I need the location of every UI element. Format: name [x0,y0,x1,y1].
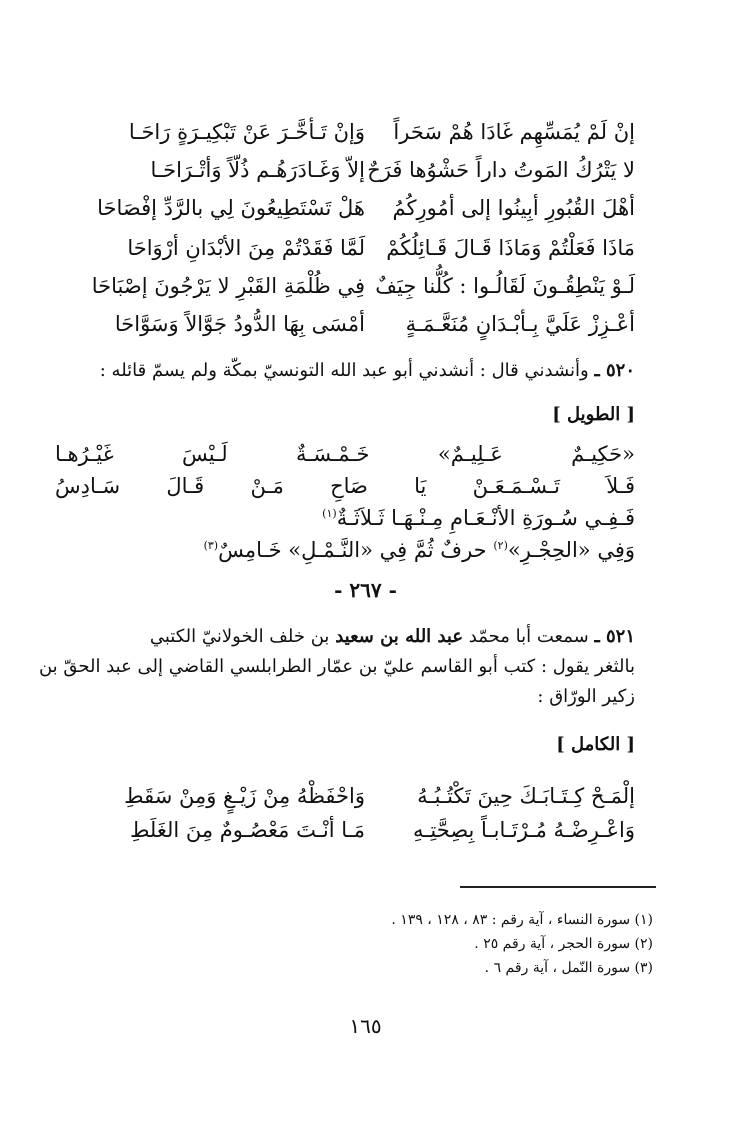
verse-hemistich-right: لا يَتْرُكُ المَوتُ داراً حَشْوُها فَرَحٌ [367,158,635,182]
entry-text: سمعت أبا محمّد [468,626,589,647]
entry-text: وأنشدني قال : أنشدني أبو عبد الله التونسيّ بمكّة ولم يسمّ قائله : [99,360,589,381]
footnote-ref: (١) [322,507,337,520]
verse-hemistich-left: أمْسَى بِهَا الدُّودُ جَوَّالاً وَسَوَّاحَا [114,312,365,336]
verse-line [135,506,635,530]
entry-name: عبد الله بن سعيد [335,626,464,647]
verse-line: فَـلاَ تَـسْـمَـعَـنْ يَا صَاحِ مَـنْ قَـالَ سَـادِسُ [55,474,635,498]
verse-line: «حَكِيـمٌ عَـلِيـمٌ» خَـمْـسَـةٌ لَـيْسَ غَيْـرُهـا [55,442,635,466]
verse-hemistich-left: وَاحْفَظْهُ مِنْ زَيْـغٍ وَمِنْ سَقَطِ [124,784,365,808]
verse-text: حرفٌ ثُمَّ فِي «النَّـمْـلِ» خَـامِسٌ [218,538,487,562]
meter-label: [ الطويل ] [552,404,635,425]
footnote: (٢) سورة الحجر ، آية رقم ٢٥ . [474,936,653,952]
footnote: (١) سورة النساء ، آية رقم : ٨٣ ، ١٢٨ ، ١٣٩ . [391,912,653,928]
verse-hemistich-right: إلْمَـحْ كِـتَـابَـكَ حِينَ تَكْتُـبُـهُ [417,784,635,808]
verse-hemistich-right: مَاذَا فَعَلْتُمْ وَمَاذَا قَـالَ قَـائِلُكُمْ [386,236,635,260]
verse-hemistich-left: مَـا أنْـتَ مَعْصُـومٌ مِنَ الغَلَطِ [129,818,365,842]
verse-hemistich-right: إنْ لَمْ يُمَسِّهِم غَادَا هُمْ سَحَراً [393,120,635,144]
verse-hemistich-right: لَـوْ يَنْطِقُـونَ لَقَالُـوا : كُلُّنا جِيَفٌ [375,274,635,298]
footnote: (٣) سورة النّمل ، آية رقم ٦ . [484,960,653,976]
footnote-ref: (٢) [493,539,508,552]
verse-hemistich-left: لَمَّا فَقَدْتُمْ مِنَ الأبْدَانِ أرْوَاحَا [127,236,365,260]
verse-hemistich-left: وَإنْ تَـأخَّـرَ عَنْ تَبْكِيـرَةٍ رَاحَـا [128,120,365,144]
entry-text-line: بالثغر يقول : كتب أبو القاسم عليّ بن عمّار الطرابلسي القاضي إلى عبد الحقّ بن [38,656,635,677]
page-number: ١٦٥ [349,1014,382,1038]
entry-521 [75,626,635,647]
entry-number: ٥٢١ ـ [594,626,635,647]
verse-text: فَـفِـي سُـورَةِ الأنْـعَـامِ مِـنْـهَـا ثَـلاَثَـةٌ [336,506,635,530]
entry-text-line: زكير الورّاق : [537,686,635,707]
verse-hemistich-right: وَاعْـرِضْـهُ مُـرْتَـابـاً بِصِحَّتِـهِ [413,818,635,842]
verse-hemistich-right: أهْلَ القُبُورِ أبِينُوا إلى أمُورِكُمُ [392,196,635,220]
entry-text: بن خلف الخولانيّ الكتبي [149,626,330,647]
verse-hemistich-right: أعْـزِزْ عَلَيَّ بِـأبْـدَانٍ مُنَعَّـمَـةٍ [405,312,635,336]
verse-text: وَفِي «الحِجْـرِ» [507,538,635,562]
entry-number: ٥٢٠ ـ [594,360,635,381]
entry-520 [75,360,635,381]
inline-page-number: - ٢٦٧ - [334,578,397,602]
footnote-ref: (٣) [203,539,219,552]
verse-hemistich-left: فِي ظُلْمَةِ القَبْرِ لا يَرْجُونَ إصْبَاحَا [91,274,365,298]
verse-line [55,538,635,562]
verse-hemistich-left: إلاّ وَغَـادَرَهُـم ذُلّاً وَأتْـرَاحَـا [150,158,365,182]
meter-label: [ الكامل ] [556,734,635,755]
footnote-divider [460,886,656,888]
verse-hemistich-left: هَلْ تَسْتَطِيعُونَ لِي بالرَّدِّ إفْصَاحَا [97,196,365,220]
